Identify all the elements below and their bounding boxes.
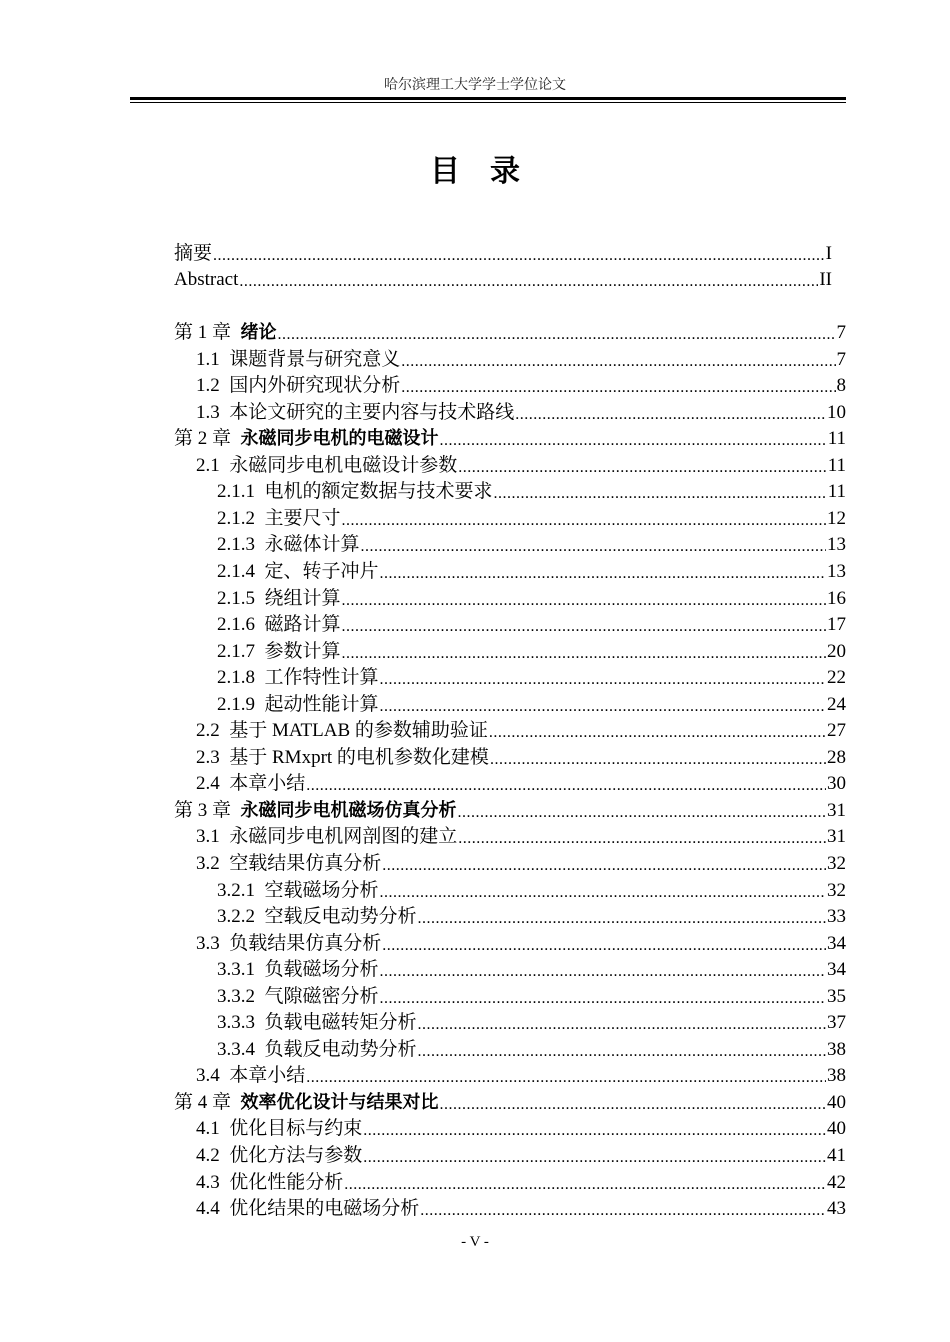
toc-entry-page: 16: [827, 588, 846, 609]
toc-entry-page: 10: [827, 402, 846, 423]
toc-entry[interactable]: [217, 662, 846, 689]
toc-entry-page: 41: [827, 1145, 846, 1166]
toc-entry-number: 第 3 章: [174, 800, 241, 821]
toc-entry[interactable]: [196, 1193, 846, 1220]
toc-entry-label: 本论文研究的主要内容与技术路线: [229, 402, 515, 423]
toc-entry[interactable]: [196, 1113, 846, 1140]
toc-entry-number: 3.3.3: [217, 1012, 265, 1033]
toc-dot-leader: [380, 671, 826, 689]
toc-entry[interactable]: [196, 1140, 846, 1167]
toc-entry-page: 34: [827, 959, 846, 980]
toc-dot-leader: [489, 724, 826, 742]
toc-entry-label: 效率优化设计与结果对比: [240, 1092, 439, 1113]
toc-entry-number: 4.4: [196, 1198, 230, 1219]
toc-dot-leader: [380, 963, 826, 981]
toc-entry-number: 3.3.1: [217, 959, 265, 980]
toc-chapter-entry[interactable]: [174, 423, 846, 450]
toc-entry-label: 负载电磁转矩分析: [264, 1012, 417, 1033]
toc-entry-label: 本章小结: [229, 773, 306, 794]
toc-entry[interactable]: [217, 529, 846, 556]
toc-dot-leader: [418, 1016, 826, 1034]
toc-entry-label: 气隙磁密分析: [264, 986, 379, 1007]
toc-entry-number: 2.1.5: [217, 588, 265, 609]
toc-dot-leader: [382, 857, 826, 875]
toc-dot-leader: [342, 645, 826, 663]
toc-chapter-entry[interactable]: [174, 317, 846, 344]
toc-entry-number: 2.1.6: [217, 614, 265, 635]
toc-entry-number: 3.2.2: [217, 906, 265, 927]
toc-entry-page: 33: [827, 906, 846, 927]
page-title: [0, 152, 950, 192]
toc-entry-number: 第 4 章: [174, 1092, 241, 1113]
toc-entry-label: 基于 RMxprt 的电机参数化建模: [229, 747, 489, 768]
toc-entry-page: 13: [827, 561, 846, 582]
toc-entry-page: 38: [827, 1065, 846, 1086]
toc-entry[interactable]: [196, 344, 846, 371]
toc-entry-number: 2.3: [196, 747, 230, 768]
toc-entry-label: 空载结果仿真分析: [229, 853, 382, 874]
toc-entry-page: 32: [827, 853, 846, 874]
toc-entry-label: 空载反电动势分析: [264, 906, 417, 927]
toc-dot-leader: [380, 565, 826, 583]
toc-entry[interactable]: [196, 397, 846, 424]
toc-entry[interactable]: [217, 556, 846, 583]
toc-entry-number: 2.1.7: [217, 641, 265, 662]
toc-entry-label: 优化目标与约束: [229, 1118, 363, 1139]
toc-entry-number: 2.4: [196, 773, 230, 794]
toc-entry-number: 3.2.1: [217, 880, 265, 901]
toc-entry[interactable]: [217, 901, 846, 928]
toc-dot-leader: [418, 910, 826, 928]
toc-dot-leader: [490, 751, 826, 769]
toc-entry-number: 1.1: [196, 349, 230, 370]
toc-entry-label: 负载磁场分析: [264, 959, 379, 980]
toc-entry-label: 本章小结: [229, 1065, 306, 1086]
toc-entry-label: 负载结果仿真分析: [229, 933, 382, 954]
toc-entry-page: 30: [827, 773, 846, 794]
toc-dot-leader: [306, 1069, 826, 1087]
toc-entry-number: 第 1 章: [174, 322, 241, 343]
toc-entry-number: 3.3.2: [217, 986, 265, 1007]
toc-entry-label: 优化方法与参数: [229, 1145, 363, 1166]
toc-entry[interactable]: [217, 954, 846, 981]
toc-dot-leader: [440, 432, 827, 450]
toc-dot-leader: [342, 618, 826, 636]
toc-entry-page: 28: [827, 747, 846, 768]
toc-entry-label: 空载磁场分析: [264, 880, 379, 901]
toc-entry[interactable]: [217, 875, 846, 902]
toc-dot-leader: [342, 592, 826, 610]
toc-entry[interactable]: [196, 928, 846, 955]
toc-dot-leader: [380, 698, 826, 716]
toc-entry-page: 38: [827, 1039, 846, 1060]
toc-entry-label: 永磁同步电机磁场仿真分析: [240, 800, 457, 821]
toc-entry-page: 42: [827, 1172, 846, 1193]
toc-entry-label: 绪论: [240, 322, 277, 343]
toc-entry-label: 工作特性计算: [264, 667, 379, 688]
toc-entry-label: 磁路计算: [264, 614, 341, 635]
toc-entry-label: 课题背景与研究意义: [229, 349, 401, 370]
toc-dot-leader: [363, 1122, 826, 1140]
toc-entry-number: 2.1.3: [217, 534, 265, 555]
toc-entry[interactable]: [196, 450, 846, 477]
toc-dot-leader: [440, 1096, 826, 1114]
toc-entry-page: 7: [836, 349, 846, 370]
toc-entry[interactable]: [196, 742, 846, 769]
toc-dot-leader: [458, 804, 826, 822]
toc-entry-number: 3.4: [196, 1065, 230, 1086]
toc-entry-page: 24: [827, 694, 846, 715]
toc-entry-page: 27: [827, 720, 846, 741]
toc-dot-leader: [361, 538, 826, 556]
toc-entry[interactable]: [217, 583, 846, 610]
toc-entry-label: 优化结果的电磁场分析: [229, 1198, 420, 1219]
toc-entry[interactable]: [196, 821, 846, 848]
toc-entry-number: 4.1: [196, 1118, 230, 1139]
toc-entry-page: 12: [827, 508, 846, 529]
toc-entry[interactable]: [217, 476, 846, 503]
toc-entry-label: Abstract: [174, 269, 239, 290]
toc-entry-label: 永磁同步电机电磁设计参数: [229, 455, 458, 476]
toc-entry-page: II: [819, 269, 832, 290]
toc-entry[interactable]: [217, 503, 846, 530]
toc-dot-leader: [363, 1149, 826, 1167]
toc-entry-label: 永磁体计算: [264, 534, 360, 555]
toc-entry[interactable]: [196, 715, 846, 742]
toc-dot-leader: [306, 777, 826, 795]
toc-entry-page: 17: [827, 614, 846, 635]
toc-entry-label: 定、转子冲片: [264, 561, 379, 582]
toc-entry-number: 2.1.2: [217, 508, 265, 529]
toc-dot-leader: [213, 247, 825, 265]
toc-entry-label: 参数计算: [264, 641, 341, 662]
toc-entry[interactable]: [196, 768, 846, 795]
toc-entry-page: I: [825, 243, 832, 264]
toc-entry-page: 35: [827, 986, 846, 1007]
toc-entry-number: 3.3.4: [217, 1039, 265, 1060]
toc-dot-leader: [342, 512, 826, 530]
toc-entry-number: 3.3: [196, 933, 230, 954]
toc-chapter-entry[interactable]: [174, 1087, 846, 1114]
toc-entry-page: 11: [827, 428, 846, 449]
toc-entry[interactable]: [217, 1007, 846, 1034]
header-rule-thick: [130, 97, 846, 100]
toc-entry-page: 40: [827, 1118, 846, 1139]
toc-dot-leader: [494, 485, 827, 503]
toc-entry[interactable]: [196, 848, 846, 875]
toc-entry-number: 1.2: [196, 375, 230, 396]
toc-entry-label: 永磁同步电机的电磁设计: [240, 428, 439, 449]
toc-entry[interactable]: [174, 238, 832, 265]
toc-dot-leader: [278, 326, 836, 344]
toc-entry-number: 4.2: [196, 1145, 230, 1166]
toc-dot-leader: [344, 1176, 826, 1194]
toc-dot-leader: [380, 990, 826, 1008]
toc-entry-label: 主要尺寸: [264, 508, 341, 529]
toc-entry-label: 基于 MATLAB 的参数辅助验证: [229, 720, 488, 741]
page-number: - V -: [461, 1234, 489, 1250]
toc-entry-label: 负载反电动势分析: [264, 1039, 417, 1060]
toc-entry-page: 43: [827, 1198, 846, 1219]
toc-entry-page: 13: [827, 534, 846, 555]
toc-chapter-entry[interactable]: [174, 795, 846, 822]
toc-entry-label: 永磁同步电机网剖图的建立: [229, 826, 458, 847]
toc-entry-number: 2.1.4: [217, 561, 265, 582]
toc-entry-number: 2.2: [196, 720, 230, 741]
toc-entry-number: 4.3: [196, 1172, 230, 1193]
toc-entry-number: 2.1: [196, 455, 230, 476]
toc-entry-page: 22: [827, 667, 846, 688]
toc-entry-number: 3.2: [196, 853, 230, 874]
page-header: 哈尔滨理工大学学士学位论文: [384, 78, 566, 93]
header-rule-thin: [130, 102, 846, 103]
toc-entry-label: 绕组计算: [264, 588, 341, 609]
toc-entry-label: 电机的额定数据与技术要求: [264, 481, 493, 502]
toc-entry[interactable]: [196, 1060, 846, 1087]
toc-dot-leader: [420, 1202, 826, 1220]
toc-entry[interactable]: [217, 689, 846, 716]
toc-entry-page: 37: [827, 1012, 846, 1033]
toc-entry-number: 1.3: [196, 402, 230, 423]
toc-entry-page: 20: [827, 641, 846, 662]
toc-entry[interactable]: [217, 609, 846, 636]
toc-dot-leader: [382, 937, 826, 955]
toc-dot-leader: [458, 830, 826, 848]
title-char-right: 录: [490, 154, 520, 189]
toc-dot-leader: [418, 1043, 826, 1061]
toc-entry-page: 7: [836, 322, 846, 343]
toc-dot-leader: [239, 273, 818, 291]
toc-entry-page: 8: [836, 375, 846, 396]
toc-entry-number: 2.1.8: [217, 667, 265, 688]
toc-dot-leader: [380, 884, 826, 902]
toc-entry-page: 11: [827, 481, 846, 502]
toc-entry[interactable]: [196, 370, 846, 397]
toc-entry-label: 国内外研究现状分析: [229, 375, 401, 396]
toc-entry[interactable]: [196, 1167, 846, 1194]
toc-entry-page: 11: [827, 455, 846, 476]
toc-entry-number: 第 2 章: [174, 428, 241, 449]
toc-dot-leader: [401, 379, 835, 397]
toc-dot-leader: [401, 353, 835, 371]
toc-entry-page: 31: [827, 826, 846, 847]
toc-entry[interactable]: [217, 981, 846, 1008]
toc-entry-label: 起动性能计算: [264, 694, 379, 715]
toc-entry[interactable]: [217, 1034, 846, 1061]
toc-dot-leader: [458, 459, 826, 477]
title-char-left: 目: [430, 154, 460, 189]
toc-entry-label: 摘要: [174, 243, 213, 264]
toc-entry-page: 31: [827, 800, 846, 821]
toc-entry-number: 2.1.1: [217, 481, 265, 502]
toc-entry-label: 优化性能分析: [229, 1172, 344, 1193]
toc-entry-page: 40: [827, 1092, 846, 1113]
toc-entry[interactable]: [174, 264, 832, 291]
toc-entry-page: 34: [827, 933, 846, 954]
toc-entry-number: 3.1: [196, 826, 230, 847]
toc-dot-leader: [515, 406, 826, 424]
toc-entry[interactable]: [217, 636, 846, 663]
toc-entry-page: 32: [827, 880, 846, 901]
toc-entry-number: 2.1.9: [217, 694, 265, 715]
